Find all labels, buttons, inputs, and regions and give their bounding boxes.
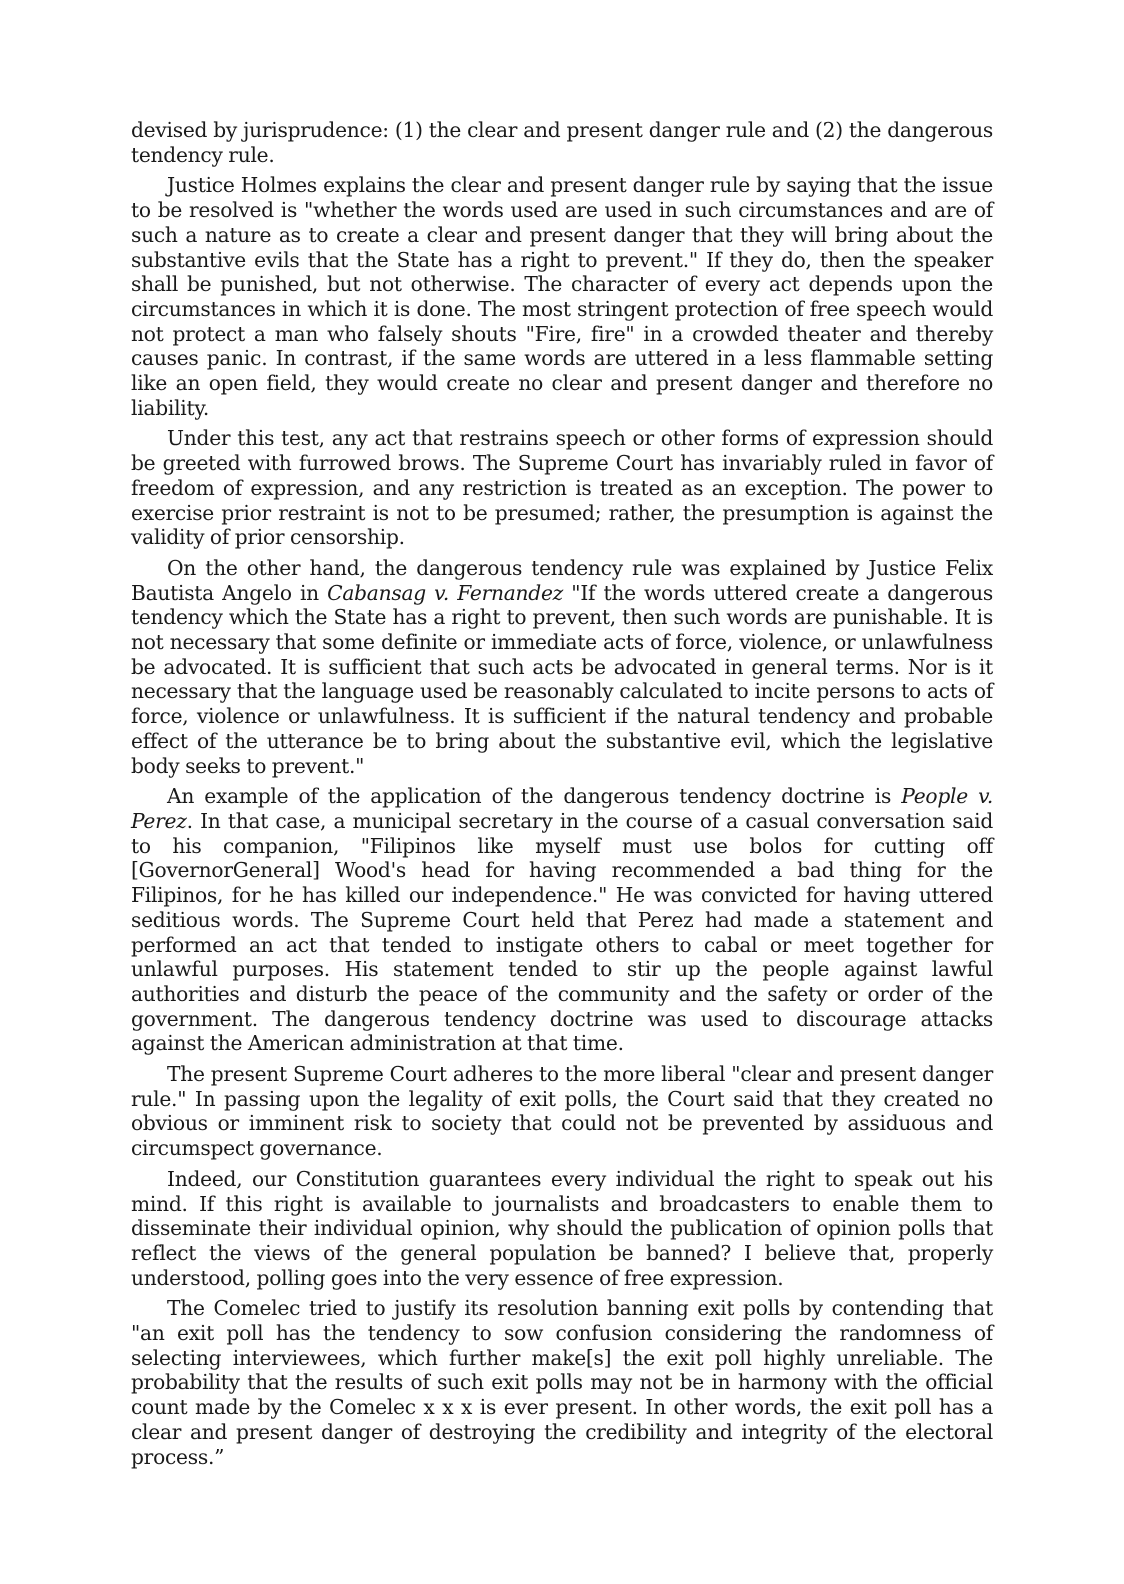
paragraph-4 <box>131 556 993 778</box>
paragraph-text: An example of the application of the dangerous tendency doctrine is <box>167 784 902 809</box>
paragraph-text: "If the words uttered create a dangerous tendency which the State has a right to prevent, then such words are punishable. It is not necessary that some definite or immediate acts of force, violence, or unlawfulness be advocated. It is sufficient that such acts be advocated in general terms. Nor is it necessary that the language used be reasonably calculated to incite persons to acts of force, violence or unlawfulness. It is sufficient if the natural tendency and probable effect of the utterance be to bring about the substantive evil, which the legislative body seeks to prevent." <box>131 580 993 778</box>
case-citation: People v. Perez <box>131 784 993 833</box>
paragraph-5 <box>131 784 993 1056</box>
paragraph-text: The Comelec tried to justify its resolution banning exit polls by contending that "an exit poll has the tendency to sow confusion considering the randomness of selecting interviewees, which further make[s] the exit poll highly unreliable. The probability that the results of such exit polls may not be in harmony with the official count made by the Comelec x x x is ever present. In other words, the exit poll has a clear and present danger of destroying the credibility and integrity of the electoral process.” <box>131 1296 993 1469</box>
paragraph-text: Justice Holmes explains the clear and present danger rule by saying that the issue to be resolved is "whether the words used are used in such circumstances and are of such a nature as to create a clear and present danger that they will bring about the substantive evils that the State has a right to prevent." If they do, then the speaker shall be punished, but not otherwise. The character of every act depends upon the circumstances in which it is done. The most stringent protection of free speech would not protect a man who falsely shouts "Fire, fire" in a crowded theater and thereby causes panic. In contrast, if the same words are uttered in a less flammable setting like an open field, they would create no clear and present danger and therefore no liability. <box>131 173 993 420</box>
paragraph-3 <box>131 426 993 550</box>
paragraph-text: The present Supreme Court adheres to the more liberal "clear and present danger rule." In passing upon the legality of exit polls, the Court said that they created no obvious or imminent risk to society that could not be prevented by assiduous and circumspect governance. <box>131 1062 993 1161</box>
paragraph-text: On the other hand, the dangerous tendency rule was explained by Justice Felix Bautista Angelo in <box>131 555 993 605</box>
paragraph-7 <box>131 1167 993 1291</box>
case-citation: Cabansag v. Fernandez <box>327 580 564 605</box>
paragraph-6 <box>131 1062 993 1161</box>
paragraph-text: Indeed, our Constitution guarantees every individual the right to speak out his mind. If this right is available to journalists and broadcasters to enable them to disseminate their individual opinion, why should the publication of opinion polls that reflect the views of the general population be banned? I believe that, properly understood, polling goes into the very essence of free expression. <box>131 1166 993 1290</box>
paragraph-text: . In that case, a municipal secretary in the course of a casual conversation said to his companion, "Filipinos like myself must use bolos for cutting off [GovernorGeneral] Wood's head for having recommended a bad thing for the Filipinos, for he has killed our independence." He was convicted for having uttered seditious words. The Supreme Court held that Perez had made a statement and performed an act that tended to instigate others to cabal or meet together for unlawful purposes. His statement tended to stir up the people against lawful authorities and disturb the peace of the community and the safety or order of the government. The dangerous tendency doctrine was used to discourage attacks against the American administration at that time. <box>131 808 993 1056</box>
document-body <box>131 118 993 1475</box>
paragraph-1 <box>131 118 993 167</box>
paragraph-text: Under this test, any act that restrains speech or other forms of expression should be greeted with furrowed brows. The Supreme Court has invariably ruled in favor of freedom of expression, and any restriction is treated as an exception. The power to exercise prior restraint is not to be presumed; rather, the presumption is against the validity of prior censorship. <box>131 426 993 550</box>
paragraph-2 <box>131 173 993 420</box>
paragraph-8 <box>131 1296 993 1469</box>
paragraph-text: devised by jurisprudence: (1) the clear and present danger rule and (2) the dangerous tendency rule. <box>131 118 993 167</box>
